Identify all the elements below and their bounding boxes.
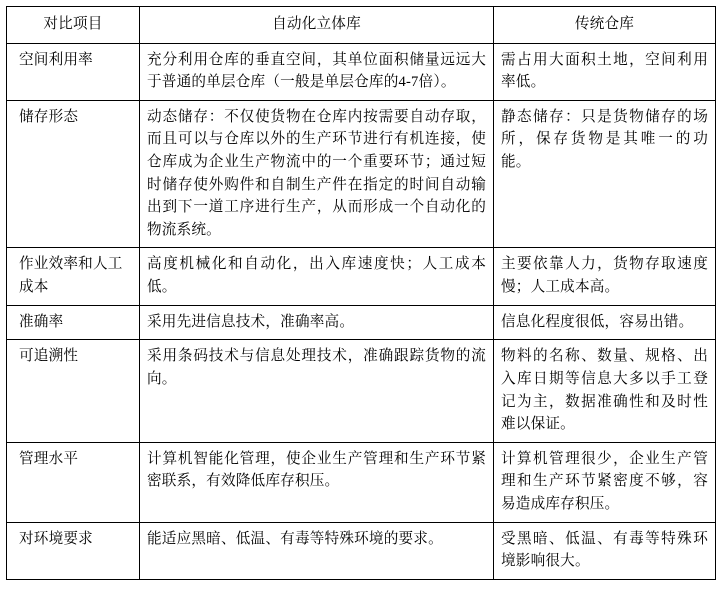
- row-automated-cell: 计算机智能化管理，使企业生产管理和生产环节紧密联系，有效降低库存积压。: [140, 442, 494, 522]
- row-traditional-cell: 受黑暗、低温、有毒等特殊环境影响很大。: [494, 522, 716, 579]
- row-automated-cell: 充分利用仓库的垂直空间，其单位面积储量远远大于普通的单层仓库（一般是单层仓库的4-7倍）。: [140, 43, 494, 100]
- table-row: [7, 43, 716, 100]
- row-traditional-cell: 计算机管理很少，企业生产管理和生产环节紧密度不够，容易造成库存积压。: [494, 442, 716, 522]
- column-header-item: 对比项目: [7, 7, 140, 44]
- table-row: [7, 100, 716, 248]
- table-body: [7, 43, 716, 579]
- row-automated-cell: 动态储存：不仅使货物在仓库内按需要自动存取，而且可以与仓库以外的生产环节进行有机连接，使仓库成为企业生产物流中的一个重要环节；通过短时储存使外购件和自制生产件在指定的时间自动输出到下一道工序进行生产，从而形成一个自动化的物流系统。: [140, 100, 494, 248]
- row-label: 空间利用率: [7, 43, 140, 100]
- row-automated-cell: 高度机械化和自动化，出入库速度快；人工成本低。: [140, 248, 494, 305]
- row-traditional-cell: 主要依靠人力，货物存取速度慢；人工成本高。: [494, 248, 716, 305]
- row-automated-cell: 采用条码技术与信息处理技术，准确跟踪货物的流向。: [140, 340, 494, 442]
- table-header-row: [7, 7, 716, 44]
- document-page: [0, 6, 720, 612]
- row-label: 对环境要求: [7, 522, 140, 579]
- row-traditional-cell: 静态储存：只是货物储存的场所，保存货物是其唯一的功能。: [494, 100, 716, 248]
- row-automated-cell: 能适应黑暗、低温、有毒等特殊环境的要求。: [140, 522, 494, 579]
- row-automated-cell: 采用先进信息技术，准确率高。: [140, 305, 494, 340]
- column-header-automated: 自动化立体库: [140, 7, 494, 44]
- table-row: [7, 522, 716, 579]
- row-traditional-cell: 信息化程度很低，容易出错。: [494, 305, 716, 340]
- table-header: [7, 7, 716, 44]
- table-row: [7, 442, 716, 522]
- row-traditional-cell: 需占用大面积土地，空间利用率低。: [494, 43, 716, 100]
- column-header-traditional: 传统仓库: [494, 7, 716, 44]
- table-row: [7, 340, 716, 442]
- row-label: 可追溯性: [7, 340, 140, 442]
- row-label: 准确率: [7, 305, 140, 340]
- row-label: 作业效率和人工成本: [7, 248, 140, 305]
- row-traditional-cell: 物料的名称、数量、规格、出入库日期等信息大多以手工登记为主，数据准确性和及时性难以保证。: [494, 340, 716, 442]
- row-label: 管理水平: [7, 442, 140, 522]
- table-row: [7, 248, 716, 305]
- comparison-table: [6, 6, 716, 580]
- row-label: 储存形态: [7, 100, 140, 248]
- table-row: [7, 305, 716, 340]
